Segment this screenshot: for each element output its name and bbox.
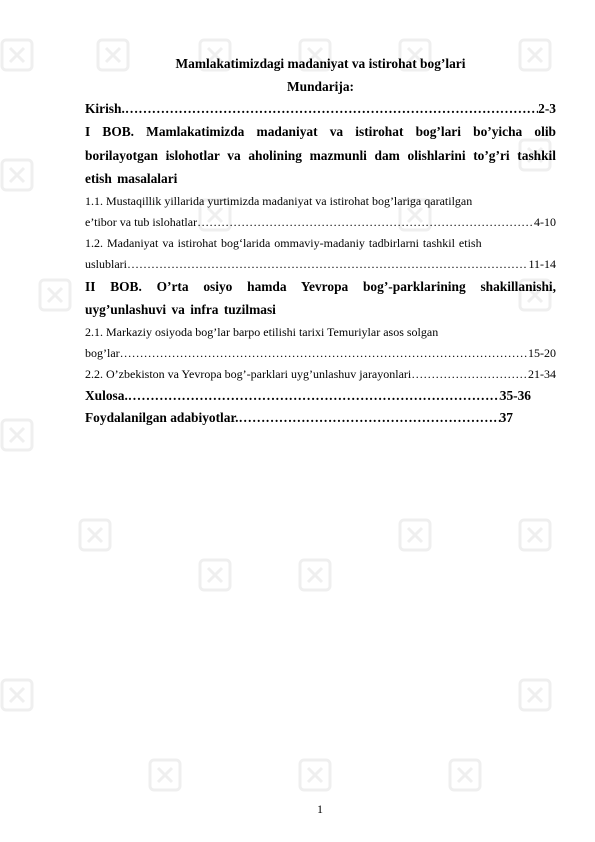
toc-entry-2-1-line1[interactable]: 2.1. Markaziy osiyoda bog’lar barpo etilishi tarixi Temuriylar asos solgan <box>85 324 439 339</box>
toc-heading: Mundarija: <box>287 79 354 94</box>
toc-entry-bibliography[interactable] <box>85 407 513 429</box>
toc-entry-1-1[interactable] <box>85 212 556 233</box>
toc-entry-label: uslublari <box>85 256 127 271</box>
toc-chapter-1-heading[interactable]: I BOB. Mamlakatimizda madaniyat va istirohat bog’lari bo’yicha olib borilayotgan islohotlar va aholining mazmunli dam olishlarini to’g’ri tashkil etish masalalari <box>85 124 556 186</box>
toc-content <box>85 52 556 429</box>
toc-page-number: 21-34 <box>528 366 556 381</box>
toc-chapter-2-heading[interactable]: II BOB. O’rta osiyo hamda Yevropa bog’-parklarining shakillanishi, uyg’unlashuvi va infra tuzilmasi <box>85 278 556 317</box>
toc-page-number: 35-36 <box>499 387 531 403</box>
toc-entry-kirish[interactable] <box>85 98 556 120</box>
toc-page-number: 11-14 <box>528 256 556 271</box>
document-title: Mamlakatimizdagi madaniyat va istirohat bog’lari <box>175 56 466 71</box>
toc-entry-label: Kirish. <box>85 101 125 116</box>
toc-page-number: 4-10 <box>534 214 556 229</box>
toc-page-number: 2-3 <box>538 101 556 116</box>
toc-leader <box>127 254 528 275</box>
toc-entry-1-2[interactable] <box>85 254 556 275</box>
toc-leader <box>411 364 528 385</box>
toc-entry-label: Xulosa. <box>85 387 128 403</box>
toc-leader <box>120 343 528 364</box>
toc-entry-label: e’tibor va tub islohatlar <box>85 214 198 229</box>
toc-page-number: 37 <box>499 409 513 425</box>
toc-leader <box>239 407 500 429</box>
toc-leader <box>197 212 534 233</box>
toc-leader <box>125 98 538 120</box>
toc-entry-2-2[interactable] <box>85 364 556 385</box>
toc-entry-label: bog’lar <box>85 345 120 360</box>
toc-leader <box>128 385 500 407</box>
toc-entry-1-1-line1[interactable]: 1.1. Mustaqillik yillarida yurtimizda madaniyat va istirohat bog’lariga qaratilgan <box>85 193 473 208</box>
toc-entry-1-2-line1[interactable]: 1.2. Madaniyat va istirohat bog‘larida ommaviy-madaniy tadbirlarni tashkil etish <box>85 235 482 250</box>
toc-entry-label: Foydalanilgan adabiyotlar. <box>85 409 239 425</box>
toc-entry-2-1[interactable] <box>85 343 556 364</box>
page-number: 1 <box>317 802 323 816</box>
toc-entry-label: 2.2. O’zbekiston va Yevropa bog’-parklari uyg’unlashuv jarayonlari <box>85 366 412 381</box>
toc-page-number: 15-20 <box>528 345 556 360</box>
toc-entry-xulosa[interactable] <box>85 385 531 407</box>
